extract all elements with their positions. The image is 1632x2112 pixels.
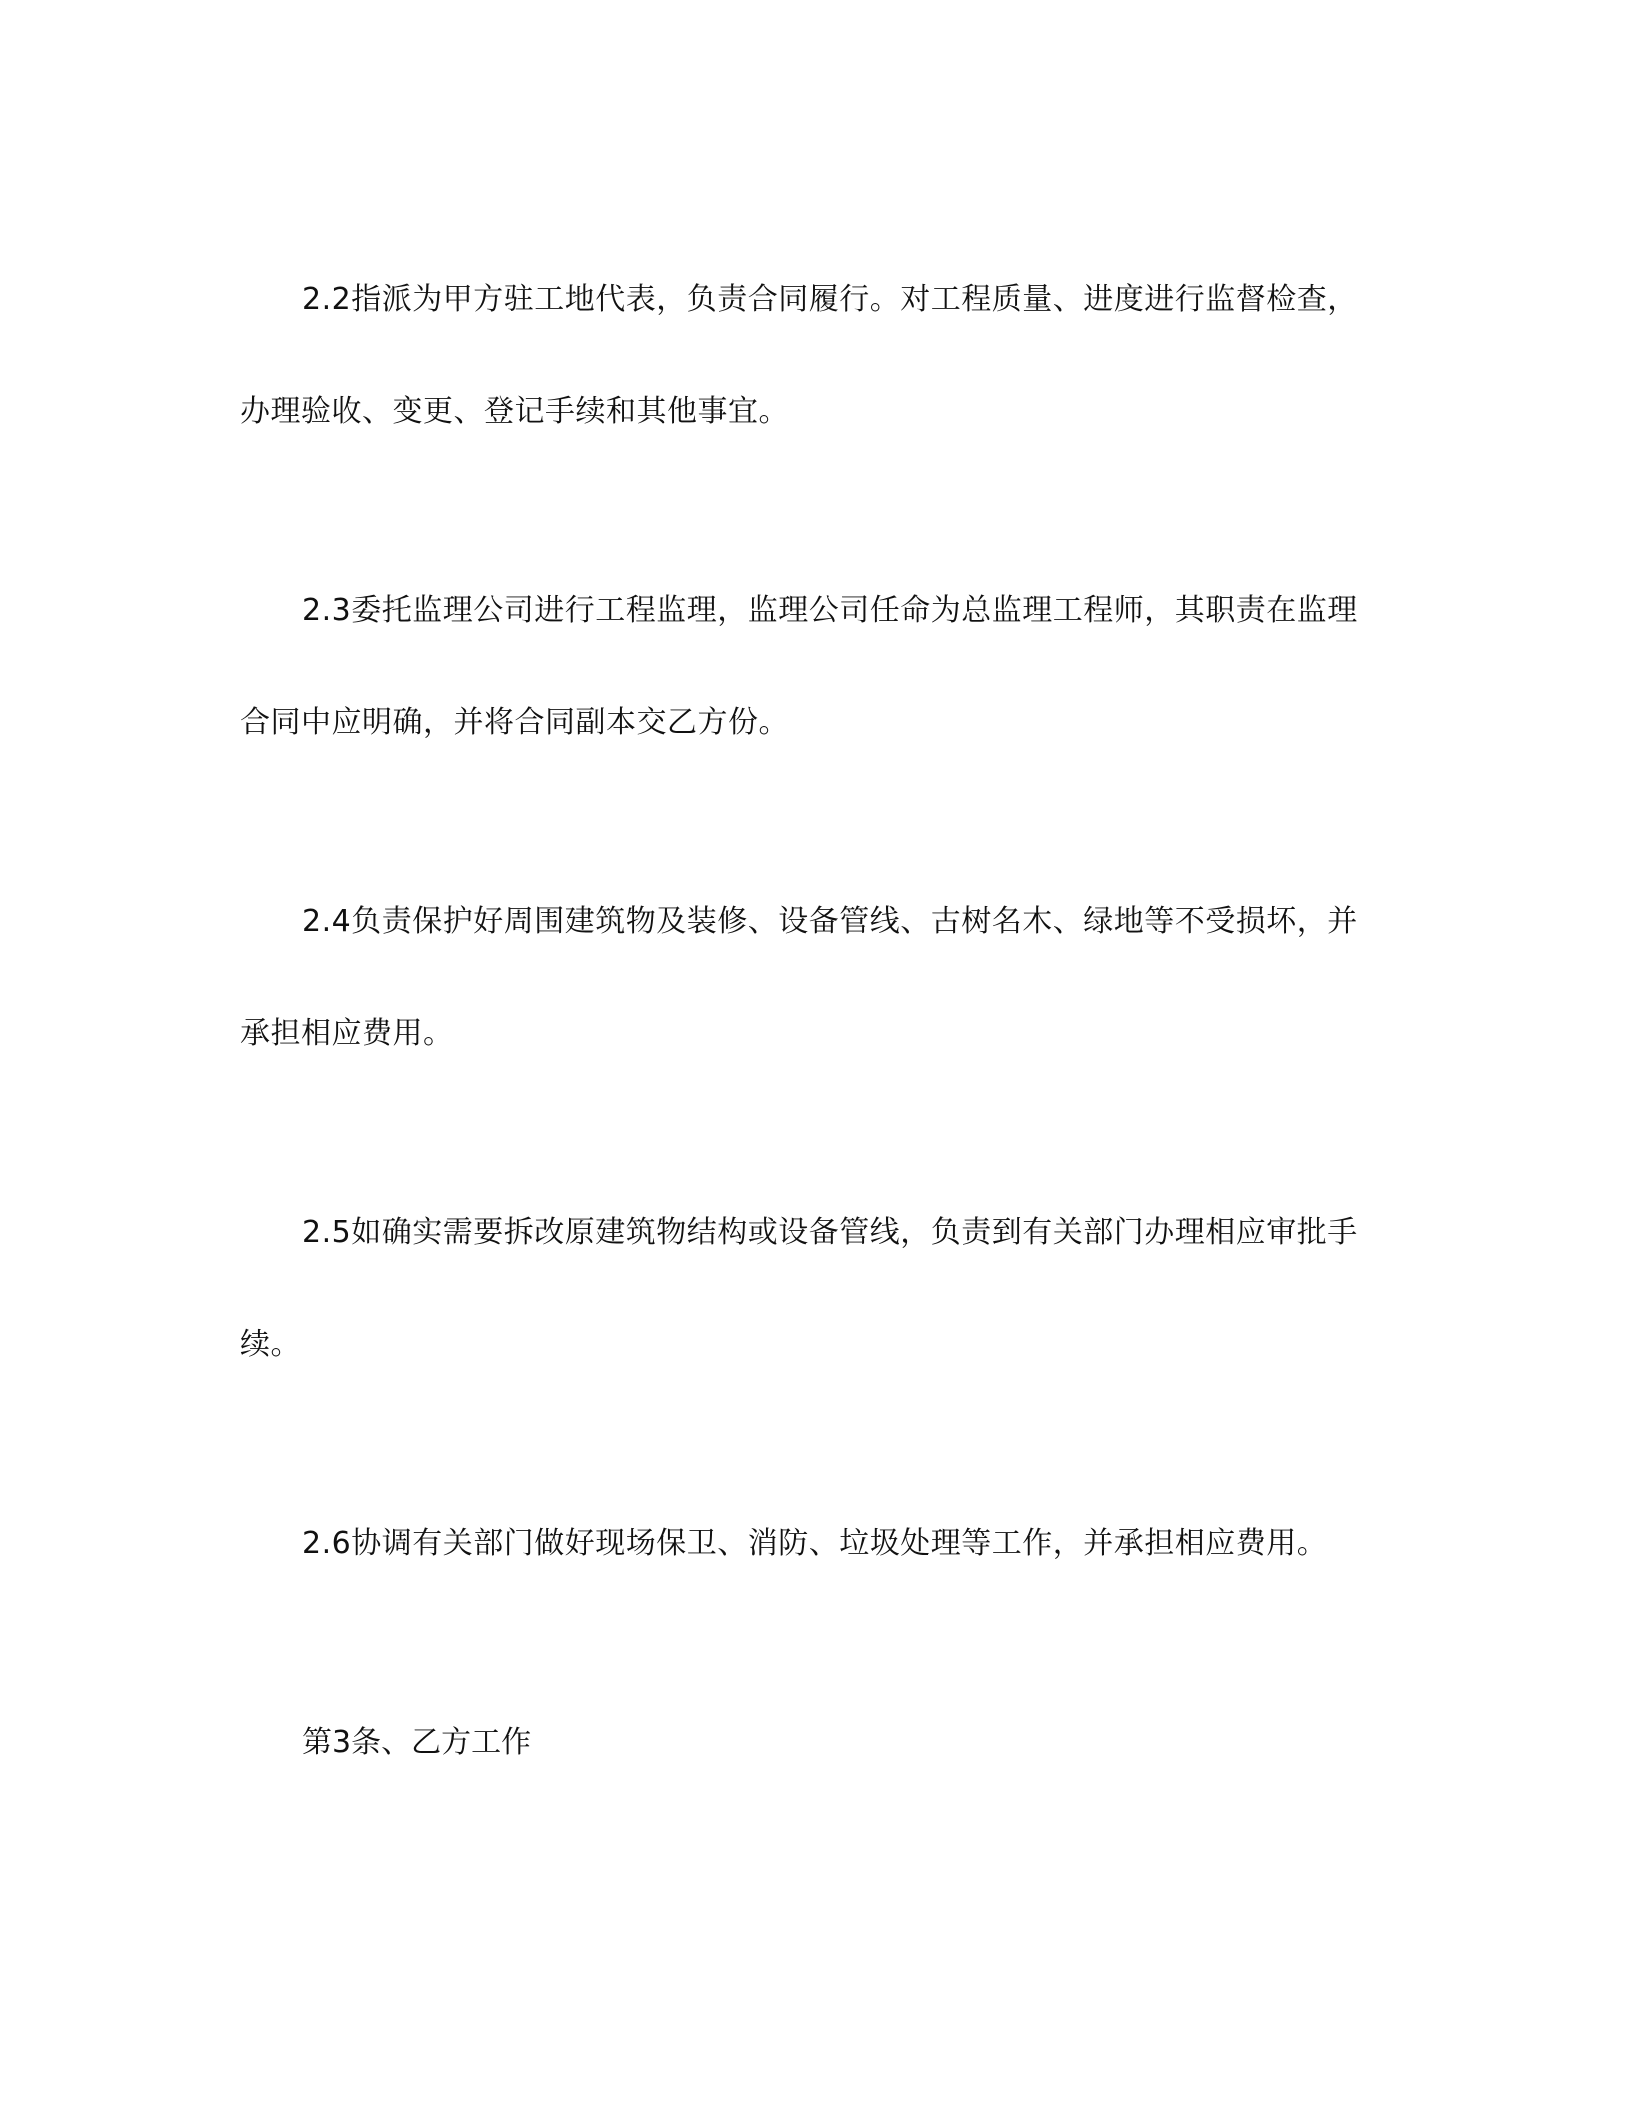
paragraph-2-5: 2.5如确实需要拆改原建筑物结构或设备管线，负责到有关部门办理相应审批手续。 bbox=[240, 1215, 1358, 1362]
paragraph-2-6: 2.6协调有关部门做好现场保卫、消防、垃圾处理等工作，并承担相应费用。 bbox=[302, 1526, 1328, 1561]
paragraph-2-4: 2.4负责保护好周围建筑物及装修、设备管线、古树名木、绿地等不受损坏，并承担相应费用。 bbox=[240, 904, 1358, 1051]
section-heading-article-3: 第3条、乙方工作 bbox=[302, 1725, 532, 1760]
paragraph-2-2: 2.2指派为甲方驻工地代表，负责合同履行。对工程质量、进度进行监督检查，办理验收、变更、登记手续和其他事宜。 bbox=[240, 282, 1358, 429]
paragraph-2-3: 2.3委托监理公司进行工程监理，监理公司任命为总监理工程师，其职责在监理合同中应明确，并将合同副本交乙方份。 bbox=[240, 593, 1358, 740]
